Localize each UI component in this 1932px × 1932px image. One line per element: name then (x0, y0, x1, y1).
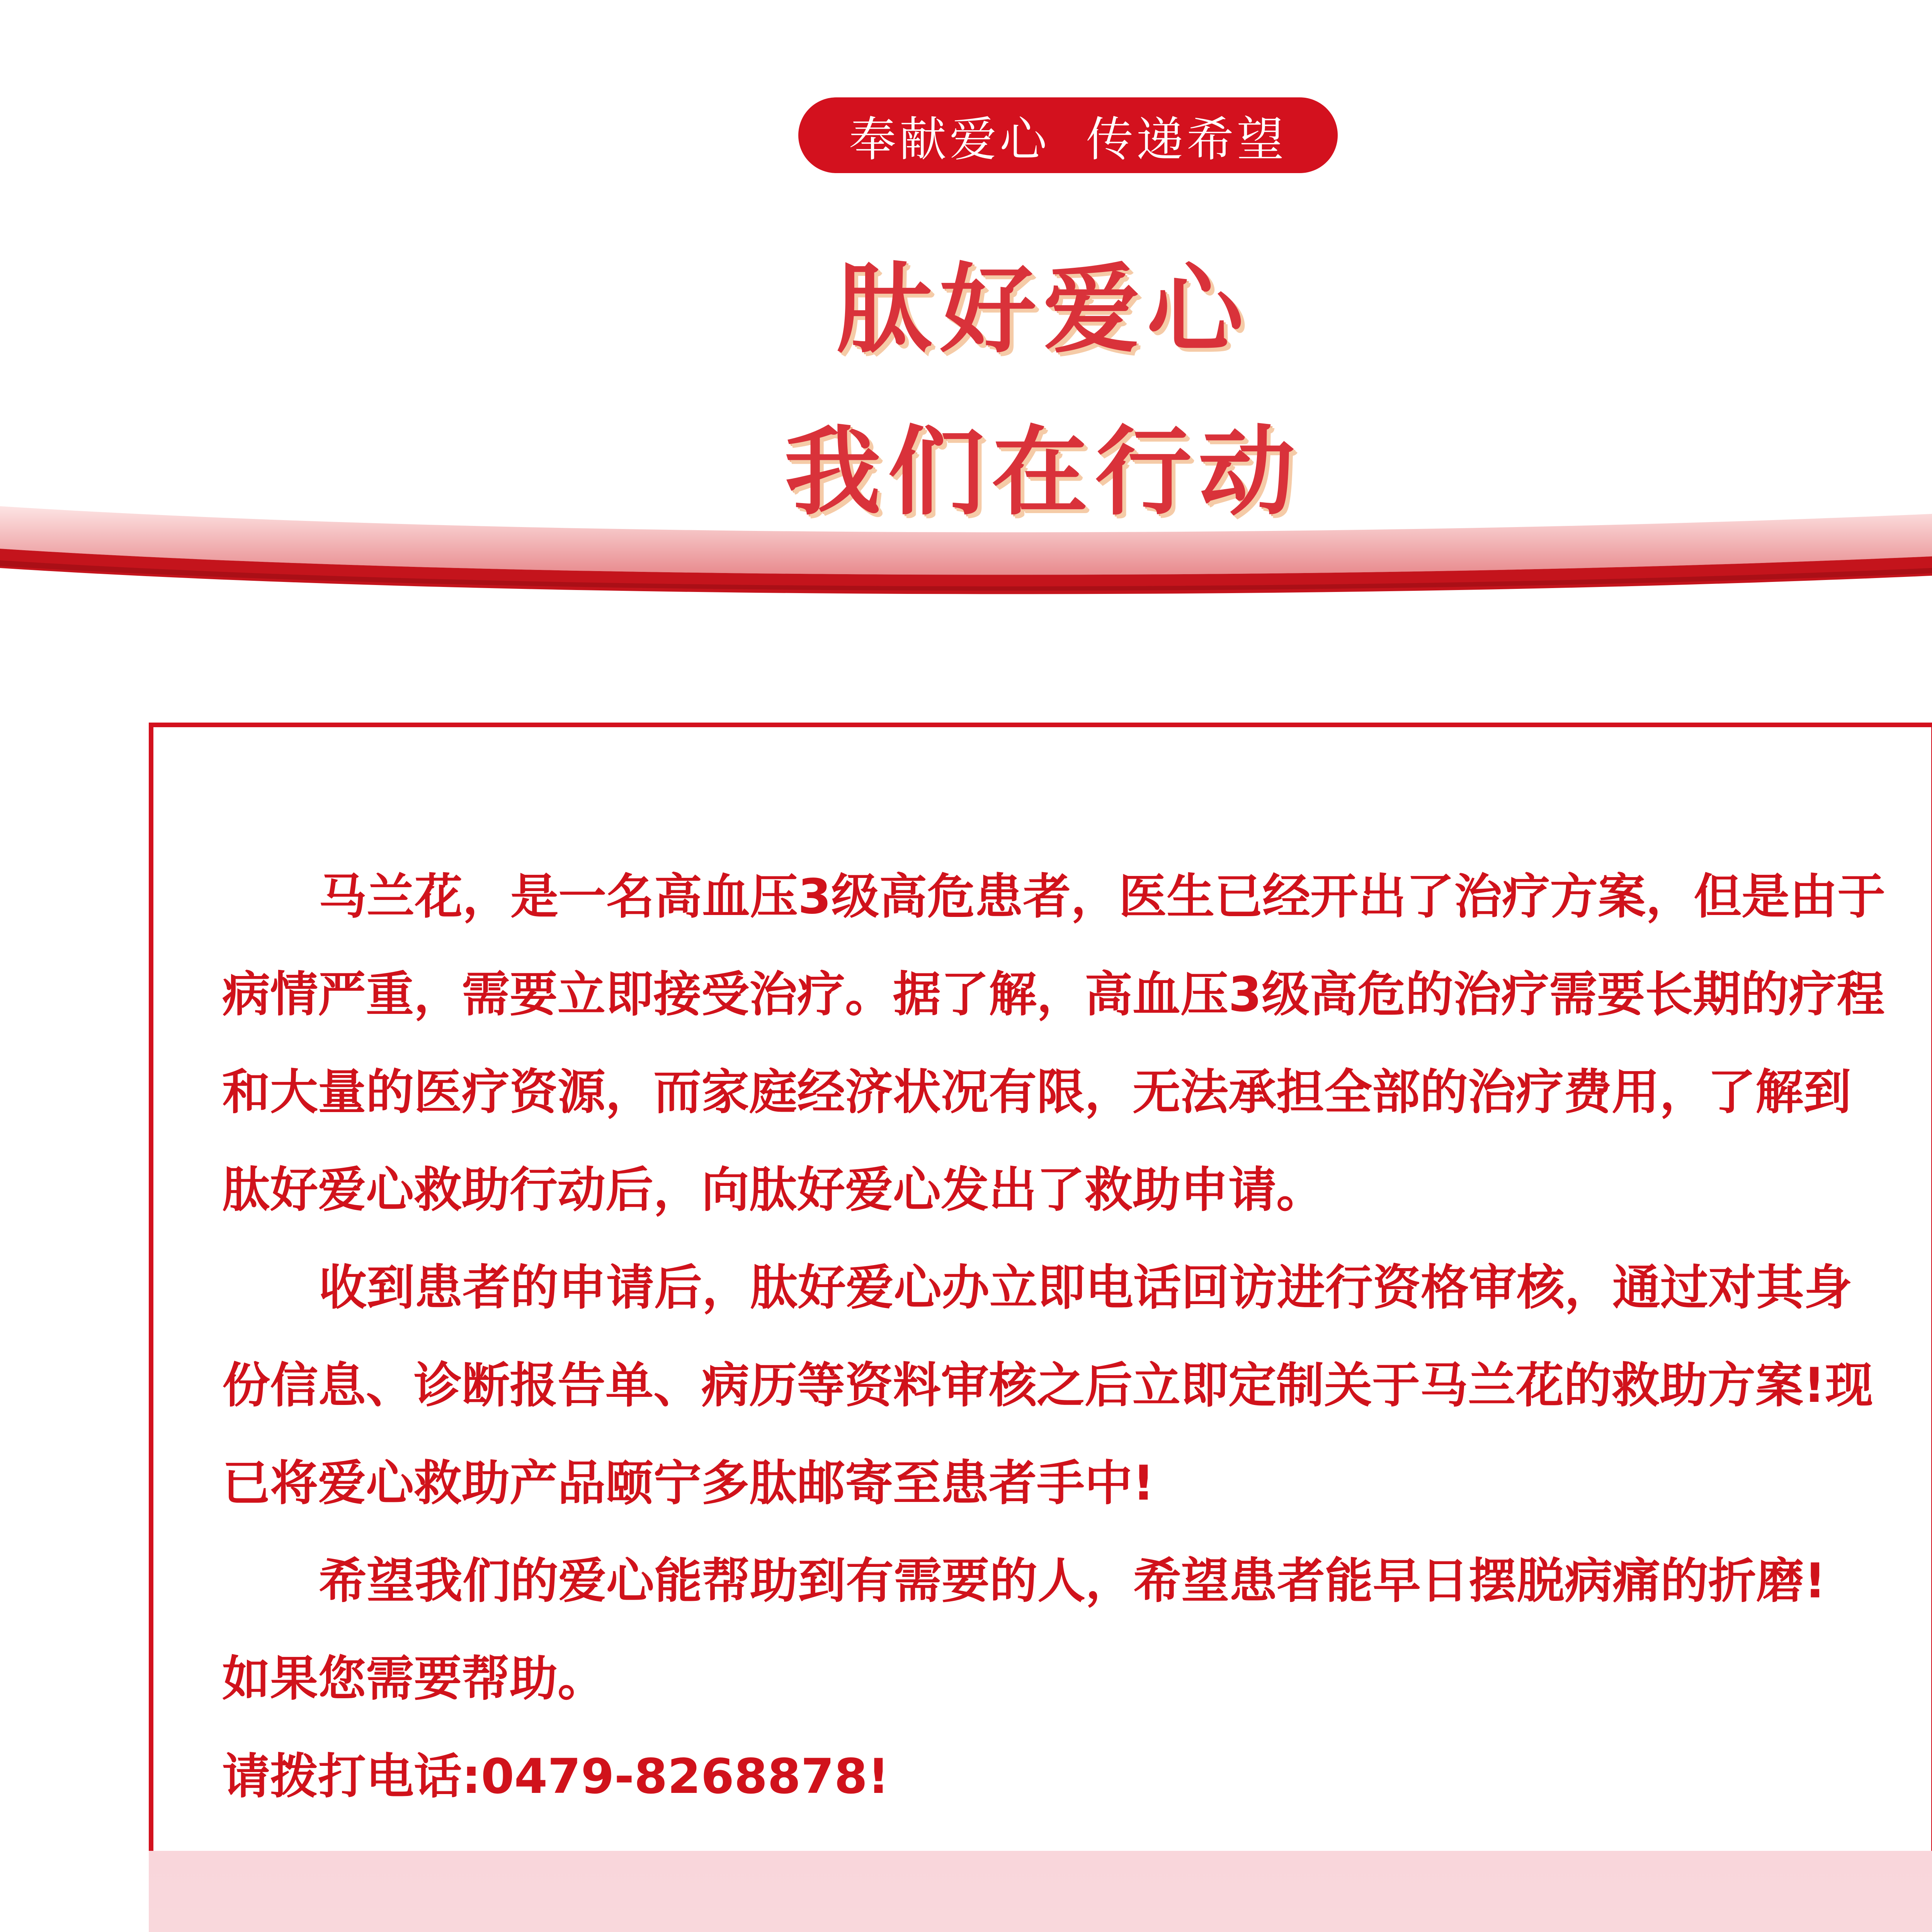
story-help-line: 如果您需要帮助。 (222, 1651, 606, 1707)
panel-illustration (149, 1851, 1932, 1932)
header-wave-decoration (0, 483, 1932, 618)
story-paragraph: 马兰花，是一名高血压3级高危患者，医生已经开出了治疗方案，但是由于病情严重，需要立即接受治疗。据了解，高血压3级高危的治疗需要长期的疗程和大量的医疗资源，而家庭经济状况有限，无法承担全部的治疗费用，了解到肽好爱心救助行动后，向肽好爱心发出了救助申请。 (222, 869, 1886, 1218)
story-phone-line: 请拨打电话:0479-8268878! (222, 1749, 889, 1804)
charity-info-panel (149, 1851, 1932, 1932)
page-title: 肽好爱心 (836, 253, 1250, 366)
page-subtitle: 我们在行动 (784, 416, 1302, 528)
story-paragraph: 收到患者的申请后，肽好爱心办立即电话回访进行资格审核，通过对其身份信息、诊断报告单、病历等资料审核之后立即定制关于马兰花的救助方案!现已将爱心救助产品颐宁多肽邮寄至患者手中! (222, 1260, 1873, 1511)
slogan-badge: 奉献爱心 传递希望 (798, 97, 1338, 173)
story-text (222, 848, 1891, 1826)
story-paragraph: 希望我们的爱心能帮助到有需要的人，希望患者能早日摆脱病痛的折磨! (319, 1553, 1826, 1609)
